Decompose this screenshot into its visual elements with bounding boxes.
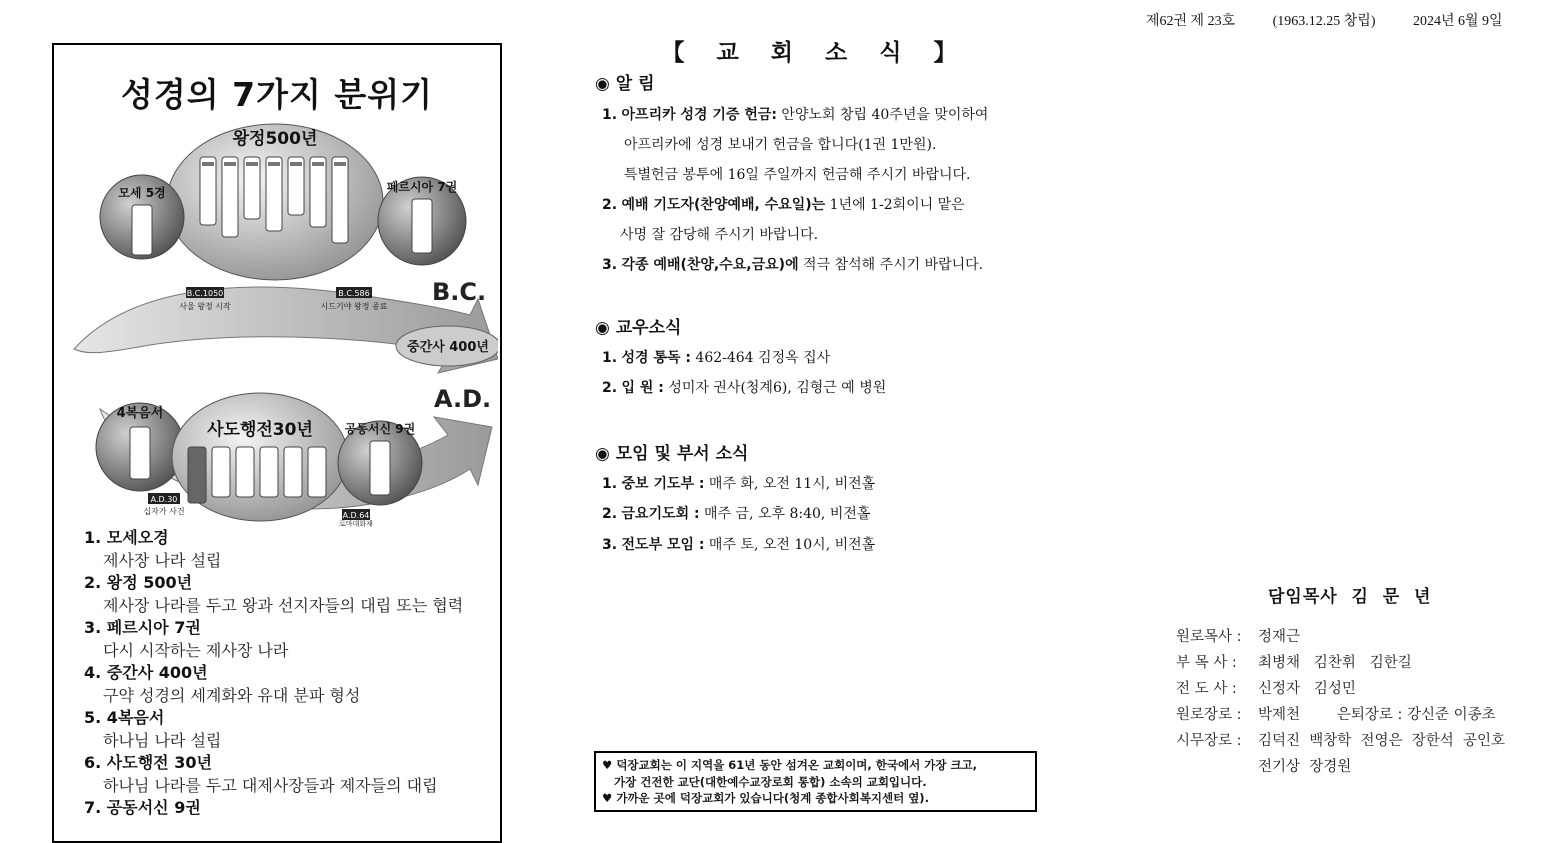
bc1050-caption: 사울 왕정 시작 xyxy=(179,302,231,311)
senior-pastor: 담임목사 김 문 년 xyxy=(1268,587,1432,607)
staff-row: 원로목사 : 정재근 xyxy=(1176,629,1301,645)
item-heading: 페르시아 7권 xyxy=(106,618,201,637)
meetings-line: 2. 금요기도회 : 매주 금, 오후 8:40, 비전홀 xyxy=(602,506,871,522)
announcements-title: ◉ 알 림 xyxy=(595,74,655,94)
list-item: 4. 중간사 400년 구약 성경의 세계화와 유대 분파 형성 xyxy=(84,662,463,707)
persia-scroll xyxy=(412,199,432,253)
founding-date: (1963.12.25 창립) xyxy=(1272,14,1376,29)
volume-number: 제62권 제 23호 xyxy=(1146,14,1236,29)
list-item: 1. 모세오경 제사장 나라 설립 xyxy=(84,527,463,572)
item-heading: 4복음서 xyxy=(106,708,165,727)
staff-row: 전기상 장경원 xyxy=(1258,759,1352,775)
members-news-line: 1. 성경 통독 : 462-464 김정옥 집사 xyxy=(602,350,831,366)
item-description: 다시 시작하는 제사장 나라 xyxy=(103,641,289,660)
item-description: 하나님 나라를 두고 대제사장들과 제자들의 대립 xyxy=(103,776,438,795)
ad-label: A.D. xyxy=(434,385,492,413)
meetings-line: 1. 중보 기도부 : 매주 화, 오전 11시, 비전홀 xyxy=(602,476,876,492)
epistles-label: 공동서신 9권 xyxy=(344,422,416,436)
staff-row: 부 목 사 : 최병채 김찬휘 김한길 xyxy=(1176,655,1412,671)
issue-header xyxy=(1146,10,1503,30)
meetings-line: 3. 전도부 모임 : 매주 토, 오전 10시, 비전홀 xyxy=(602,537,876,553)
list-item: 3. 페르시아 7권 다시 시작하는 제사장 나라 xyxy=(84,617,463,662)
issue-date: 2024년 6월 9일 xyxy=(1412,14,1503,29)
moses-label: 모세 5경 xyxy=(118,186,166,200)
bible-atmosphere-panel xyxy=(52,43,502,843)
ad64-caption: 로마대화재 xyxy=(339,520,373,527)
announcement-line: 아프리카에 성경 보내기 헌금을 합니다(1권 1만원). xyxy=(624,137,937,153)
persia-label: 페르시아 7권 xyxy=(386,180,458,194)
bc586-label: B.C.586 xyxy=(338,289,370,298)
ad30-caption: 십자가 사건 xyxy=(143,507,185,516)
list-item: 7. 공동서신 9권 xyxy=(84,798,201,817)
item-heading: 공동서신 9권 xyxy=(106,798,201,817)
item-description: 제사장 나라 설립 xyxy=(103,551,222,570)
panel-title: 성경의 7가지 분위기 xyxy=(121,75,433,114)
list-item: 6. 사도행전 30년 하나님 나라를 두고 대제사장들과 제자들의 대립 xyxy=(84,752,463,797)
list-item: 2. 왕정 500년 제사장 나라를 두고 왕과 선지자들의 대립 또는 협력 xyxy=(84,573,464,615)
members-news-line: 2. 입 원 : 성미자 권사(청계6), 김형근 예 병원 xyxy=(602,380,887,396)
meetings-title: ◉ 모임 및 부서 소식 xyxy=(595,444,749,464)
item-description: 제사장 나라를 두고 왕과 선지자들의 대립 또는 협력 xyxy=(103,596,464,615)
church-info-line: ♥ 덕장교회는 이 지역을 61년 동안 섬겨온 교회이며, 한국에서 가장 크고, xyxy=(602,758,978,772)
item-heading: 사도행전 30년 xyxy=(106,753,212,772)
staff-row: 전 도 사 : 신정자 김성민 xyxy=(1176,681,1356,697)
staff-list xyxy=(1176,624,1505,780)
bc586-caption: 시드기야 왕정 종료 xyxy=(320,302,388,311)
church-info-box xyxy=(594,751,1037,812)
gospels-scroll xyxy=(130,427,150,479)
epistles-scroll xyxy=(370,441,390,495)
moses-scroll xyxy=(132,205,152,255)
kingdom-label: 왕정500년 xyxy=(232,129,318,149)
gospels-label: 4복음서 xyxy=(116,406,164,421)
staff-row: 시무장로 : 김덕진 백창학 전영은 장한석 공인호 xyxy=(1176,733,1505,749)
church-info-line: ♥ 가까운 곳에 덕장교회가 있습니다(청계 종합사회복지센터 옆). xyxy=(602,791,929,805)
bible-timeline-diagram xyxy=(60,117,498,527)
item-description: 구약 성경의 세계화와 유대 분파 형성 xyxy=(103,686,361,705)
ad30-label: A.D.30 xyxy=(150,495,178,504)
item-heading: 모세오경 xyxy=(106,528,169,547)
announcement-line: 1. 아프리카 성경 기증 헌금: 안양노회 창립 40주년을 맞이하여 xyxy=(602,107,989,123)
church-info-line: 가장 건전한 교단(대한예수교장로회 통합) 소속의 교회입니다. xyxy=(602,774,927,789)
intertestamental-label: 중간사 400년 xyxy=(407,340,489,355)
staff-row: 원로장로 : 박제천 은퇴장로 : 강신준 이종초 xyxy=(1176,707,1496,723)
bc-label: B.C. xyxy=(432,278,487,306)
acts-label: 사도행전30년 xyxy=(207,420,313,440)
item-heading: 왕정 500년 xyxy=(106,573,193,592)
announcement-line: 3. 각종 예배(찬양,수요,금요)에 적극 참석해 주시기 바랍니다. xyxy=(602,257,984,273)
list-item: 5. 4복음서 하나님 나라 설립 xyxy=(84,707,463,752)
bc1050-label: B.C.1050 xyxy=(186,289,224,298)
atmosphere-list xyxy=(84,527,463,819)
members-news-title: ◉ 교우소식 xyxy=(595,318,682,338)
item-heading: 중간사 400년 xyxy=(106,663,208,682)
item-description: 하나님 나라 설립 xyxy=(103,731,222,750)
ad64-label: A.D.64 xyxy=(342,511,370,520)
announcement-line: 사명 잘 감당해 주시기 바랍니다. xyxy=(620,227,819,243)
announcement-line: 특별헌금 봉투에 16일 주일까지 헌금해 주시기 바랍니다. xyxy=(624,167,971,183)
announcement-line: 2. 예배 기도자(찬양예배, 수요일)는 1년에 1-2회이니 맡은 xyxy=(602,197,965,213)
church-news-title: 【 교 회 소 식 】 xyxy=(661,39,969,66)
